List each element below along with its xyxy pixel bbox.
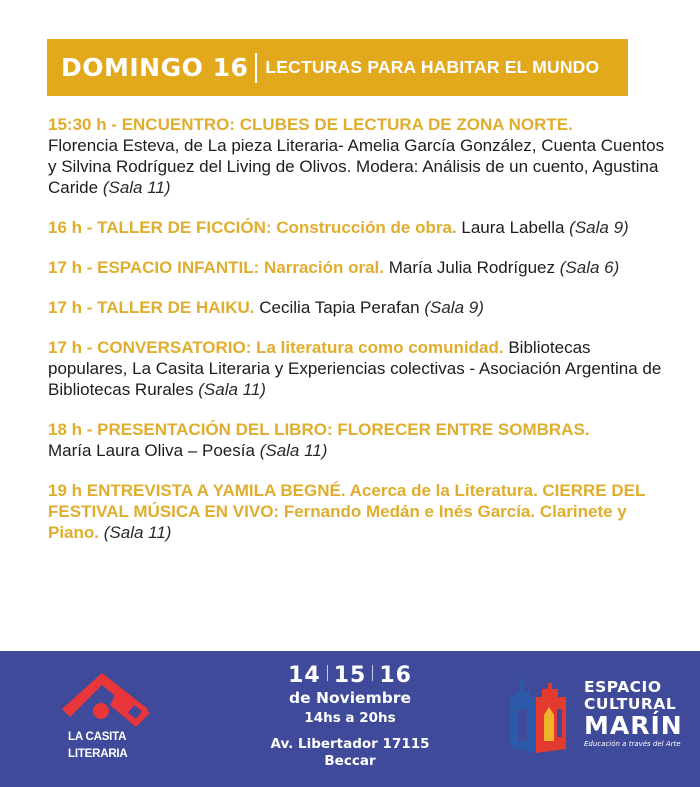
theme-label: LECTURAS PARA HABITAR EL MUNDO [265,57,600,77]
event-title: 17 h - CONVERSATORIO: La literatura como comunidad. [48,338,504,357]
date-day-2: 15 [333,663,367,688]
casita-literaria-logo-text: LA CASITA LITERARIA [68,731,128,760]
event-city: Beccar [324,753,376,769]
event-room: (Sala 11) [103,523,172,542]
event-detail: Cecilia Tapia Perafan [259,298,420,317]
event-item [48,257,668,278]
event-item [48,480,668,543]
day-label: DOMINGO 16 [61,53,249,82]
event-room: (Sala 6) [559,258,620,277]
event-item [48,419,668,461]
event-item [48,114,668,198]
divider [372,665,373,681]
espacio-cultural-marin-logo: ESPACIO CULTURAL MARÍN Educación a través del Arte [508,673,698,773]
event-title: 17 h - TALLER DE HAIKU. [48,298,255,317]
divider [327,665,328,681]
event-room: (Sala 9) [424,298,484,317]
event-title: 19 h ENTREVISTA A YAMILA BEGNÉ. Acerca de la Literatura. CIERRE DEL FESTIVAL MÚSICA EN VIVO: Fernando Medán e Inés García. Clarinete y Piano. [48,481,646,542]
date-day-1: 14 [288,663,321,688]
event-item [48,297,668,318]
event-address: Av. Libertador 17115 [270,736,430,752]
event-title: 17 h - ESPACIO INFANTIL: Narración oral. [48,258,384,277]
event-room: (Sala 11) [259,441,328,460]
footer-band [0,651,700,787]
event-item [48,217,668,238]
castle-tower-icon [508,675,578,755]
event-room: (Sala 11) [198,380,266,399]
event-dates-block [250,663,450,770]
event-item [48,337,668,400]
event-title: 15:30 h - ENCUENTRO: CLUBES DE LECTURA DE ZONA NORTE. [48,115,573,134]
program-list [48,114,668,562]
event-room: (Sala 9) [569,218,629,237]
event-title: 18 h - PRESENTACIÓN DEL LIBRO: FLORECER ENTRE SOMBRAS. [48,420,590,439]
date-month: de Noviembre [289,689,411,707]
event-title: 16 h - TALLER DE FICCIÓN: Construcción de obra. [48,218,457,237]
event-hours: 14hs a 20hs [304,710,396,726]
event-detail: Bibliotecas populares, La Casita Literaria y Experiencias colectivas - Asociación Argentina de Bibliotecas Rurales [48,338,662,399]
event-detail: Laura Labella [461,218,565,237]
event-room: (Sala 11) [102,178,171,197]
event-detail: Florencia Esteva, de La pieza Literaria- Amelia García González, Cuenta Cuentos y Silvina Rodríguez del Living de Olivos. Modera: Análisis de un cuento, Agustina Caride [48,136,665,197]
date-day-3: 16 [379,663,412,688]
day-header-banner [47,39,628,96]
event-detail: María Laura Oliva – Poesía [48,441,255,460]
event-detail: María Julia Rodríguez [388,258,556,277]
divider [255,53,257,83]
